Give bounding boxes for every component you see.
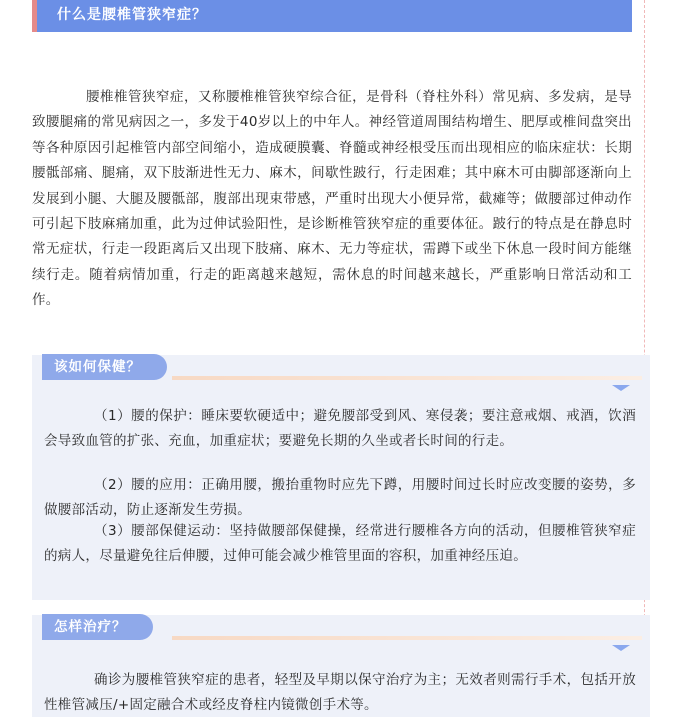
heading-underline: [172, 376, 642, 380]
treatment-panel: [32, 615, 650, 717]
intro-paragraph: 腰椎椎管狭窄症，又称腰椎椎管狭窄综合征，是骨科（脊柱外科）常见病、多发病，是导致腰腿痛的常见病因之一，多发于40岁以上的中年人。神经管道周围结构增生、肥厚或椎间盘突出等各种原因引起椎管内部空间缩小，造成硬膜囊、脊髓或神经根受压而出现相应的临床症状：长期腰骶部痛、腿痛，双下肢渐进性无力、麻木，间歇性跛行，行走困难；其中麻木可由脚部逐渐向上发展到小腿、大腿及腰骶部，腹部出现束带感，严重时出现大小便异常，截瘫等；做腰部过伸动作可引起下肢麻痛加重，此为过伸试验阳性，是诊断椎管狭窄症的重要体征。跛行的特点是在静息时常无症状，行走一段距离后又出现下肢痛、麻木、无力等症状，需蹲下或坐下休息一段时间方能继续行走。随着病情加重，行走的距离越来越短，需休息的时间越来越长，严重影响日常活动和工作。: [32, 89, 632, 309]
treatment-heading: 怎样治疗？: [42, 614, 153, 640]
care-item-exercise: （3）腰部保健运动：坚持做腰部保健操，经常进行腰椎各方向的活动，但腰椎管狭窄症的病人，尽量避免往后伸腰，过伸可能会减少椎管里面的容积，加重神经压迫。: [44, 523, 636, 565]
triangle-marker-icon: [612, 645, 630, 651]
care-heading: 该如何保健？: [42, 354, 167, 380]
section-header: [32, 0, 632, 32]
heading-underline: [172, 636, 642, 640]
care-panel: [32, 355, 650, 600]
triangle-marker-icon: [612, 385, 630, 391]
section-title: 什么是腰椎管狭窄症？: [57, 7, 207, 23]
care-item-protection: （1）腰的保护：睡床要软硬适中；避免腰部受到风、寒侵袭；要注意戒烟、戒酒，饮酒会导致血管的扩张、充血，加重症状；要避免长期的久坐或者长时间的行走。: [44, 408, 636, 450]
care-item-usage: （2）腰的应用：正确用腰，搬抬重物时应先下蹲，用腰时间过长时应改变腰的姿势，多做腰部活动，防止逐渐发生劳损。: [44, 477, 636, 519]
treatment-paragraph: 确诊为腰椎管狭窄症的患者，轻型及早期以保守治疗为主；无效者则需行手术，包括开放性椎管减压/+固定融合术或经皮脊柱内镜微创手术等。: [44, 672, 636, 714]
